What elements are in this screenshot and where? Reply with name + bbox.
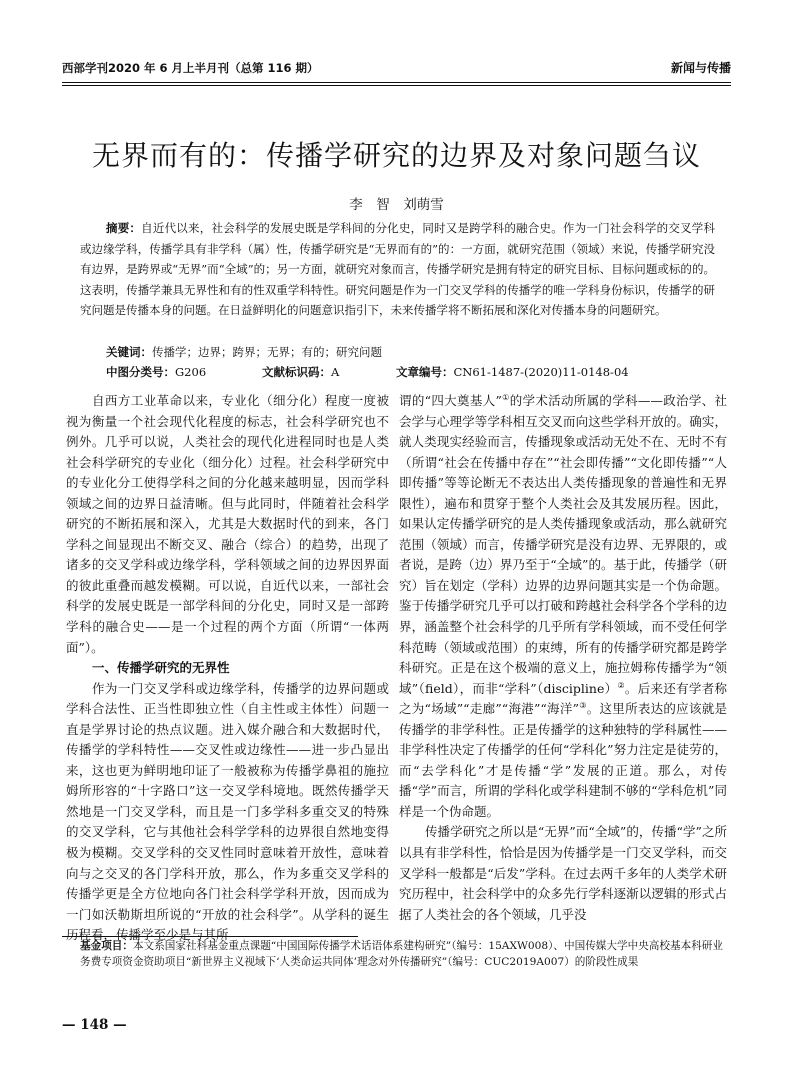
footnote-marker: ② [617, 680, 625, 690]
paragraph [399, 391, 727, 822]
page-number: — 148 — [62, 1017, 127, 1033]
footnote-marker: ③ [579, 701, 587, 711]
paragraph-text: 。后来还有学者称之为“场域”“走廊”“海港”“海洋” [399, 680, 727, 717]
body-column-left [66, 391, 389, 946]
section-label: 新闻与传播 [670, 61, 731, 75]
article-no-label: 文章编号： [396, 365, 454, 379]
keywords-text: 传播学；边界；跨界；无界；有的；研究问题 [152, 345, 382, 359]
footnote-rule [62, 936, 358, 937]
section-heading: 一、传播学研究的无界性 [92, 660, 230, 676]
keywords-label: 关键词： [106, 345, 152, 359]
footnote-text: 本文系国家社科基金重点课题“中国国际传播学术话语体系建构研究”（编号：15AXW008）、中国传媒大学中央高校基本科研业务费专项资金资助项目“新世界主义视域下‘人类命运共同体’理念对外传播研究”（编号：CUC2019A007）的阶段性成果 [80, 940, 723, 968]
paragraph: 自西方工业革命以来，专业化（细分化）程度一度被视为衡量一个社会现代化程度的标志，社会科学研究也不例外。几乎可以说，人类社会的现代化进程同时也是人类社会科学研究的专业化（细分化）过程。社会科学研究中的专业化分工使得学科之间的分化越来越明显，因而学科领域之间的边界日益清晰。但与此同时，伴随着社会科学研究的不断拓展和深入，尤其是大数据时代的到来，各门学科之间显现出不断交叉、融合（综合）的趋势，出现了诸多的交叉学科或边缘学科，学科领域之间的边界因界面的彼此重叠而越发模糊。可以说，自近代以来，一部社会科学的发展史既是一部学科间的分化史，同时又是一部跨学科的融合史——是一个过程的两个方面（所谓“一体两面”）。 [66, 393, 389, 655]
article-title: 无界而有的：传播学研究的边界及对象问题刍议 [91, 139, 701, 172]
clc-value: G206 [175, 365, 207, 379]
paragraph-text: 的学术活动所属的学科——政治学、社会学与心理学等学科相互交叉而向这些学科开放的。确实，就人类现实经验而言，传播现象或活动无处不在、无时不有（所谓“社会在传播中存在”“社会即传播”“文化即传播”“人即传播”等等论断无不表达出人类传播现象的普遍性和无界限性），遍布和贯穿于整个人类社会及其发展历程。因此，如果认定传播学研究的是人类传播现象或活动，那么就研究范围（领域）而言，传播学研究是没有边界、无界限的，或者说，是跨（边）界乃至于“全域”的。基于此，传播学（研究）旨在划定（学科）边界的边界问题其实是一个伪命题。鉴于传播学研究几乎可以打破和跨越社会科学各个学科的边界，涵盖整个社会科学的几乎所有学科领域，而不受任何学科范畴（领域或范围）的束缚，所有的传播学研究都是跨学科研究。正是在这个极端的意义上，施拉姆称传播学为“领域”（field），而非“学科”（discipline） [399, 393, 728, 696]
clc-label: 中图分类号： [106, 365, 175, 379]
footnote [80, 939, 723, 970]
abstract-text: 自近代以来，社会科学的发展史既是学科间的分化史，同时又是跨学科的融合史。作为一门社会科学的交叉学科或边缘学科，传播学具有非学科（属）性，传播学研究是“无界而有的”的：一方面，就研究范围（领域）来说，传播学研究没有边界，是跨界或“无界”而“全域”的；另一方面，就研究对象而言，传播学研究是拥有特定的研究目标、目标问题或标的的。这表明，传播学兼具无界性和有的性双重学科特性。研究问题是作为一门交叉学科的传播学的唯一学科身份标识，传播学的研究问题是传播本身的问题。在日益鲜明化的问题意识指引下，未来传播学将不断拓展和深化对传播本身的问题研究。 [80, 221, 716, 318]
paragraph: 传播学研究之所以是“无界”而“全域”的，传播“学”之所以具有非学科性，恰恰是因为传播学是一门交叉学科，而交叉学科一般都是“后发”学科。在过去两千多年的人类学术研究历程中，社会科学中的众多先行学科逐渐以逻辑的形式占据了人类社会的各个领域，几乎没 [399, 824, 727, 922]
keywords [106, 342, 715, 362]
paragraph: 作为一门交叉学科或边缘学科，传播学的边界问题或学科合法性、正当性即独立性（自主性或主体性）问题一直是学界讨论的热点议题。进入媒介融合和大数据时代，传播学的学科特性——交叉性或边缘性——进一步凸显出来，这也更为鲜明地印证了一般被称为传播学鼻祖的施拉姆所形容的“十字路口”这一交叉学科境地。既然传播学天然地是一门交叉学科，而且是一门多学科多重交叉的特殊的交叉学科，它与其他社会科学学科的边界很自然地变得极为模糊。交叉学科的交叉性同时意味着开放性，意味着向与之交叉的各门学科开放，那么，作为多重交叉学科的传播学更是全方位地向各门社会科学学科开放，因而成为一门如沃勒斯坦所说的“开放的社会科学”。从学科的诞生历程看，传播学至少是与其所 [66, 680, 389, 943]
header-rule [62, 82, 731, 86]
paragraph-text: 谓的“四大奠基人” [399, 393, 502, 408]
abstract-label: 摘要： [106, 221, 142, 235]
doc-code-value: A [331, 365, 340, 379]
footnote-marker: ① [501, 392, 510, 402]
article-authors: 李 智 刘萌雪 [349, 197, 444, 213]
doc-code-label: 文献标识码： [262, 365, 331, 379]
doc-code-field [262, 362, 339, 382]
article-meta [106, 362, 715, 382]
abstract [80, 218, 715, 321]
article-no-value: CN61-1487-(2020)11-0148-04 [453, 365, 629, 379]
body-column-right [399, 391, 727, 925]
paragraph-text: 。这里所表达的应该就是传播学的非学科性。正是传播学的这种独特的学科属性——非学科性决定了传播学的任何“学科化”努力注定是徒劳的，而“去学科化”才是传播“学”发展的正道。那么，对传播“学”而言，所谓的学科化或学科建制不够的“学科危机”同样是一个伪命题。 [399, 701, 727, 819]
footnote-label: 基金项目： [80, 940, 133, 952]
article-no-field [396, 362, 629, 382]
running-header [62, 58, 731, 78]
journal-issue-label: 西部学刊2020 年 6 月上半月刊（总第 116 期） [62, 61, 319, 75]
clc-field [106, 362, 206, 382]
